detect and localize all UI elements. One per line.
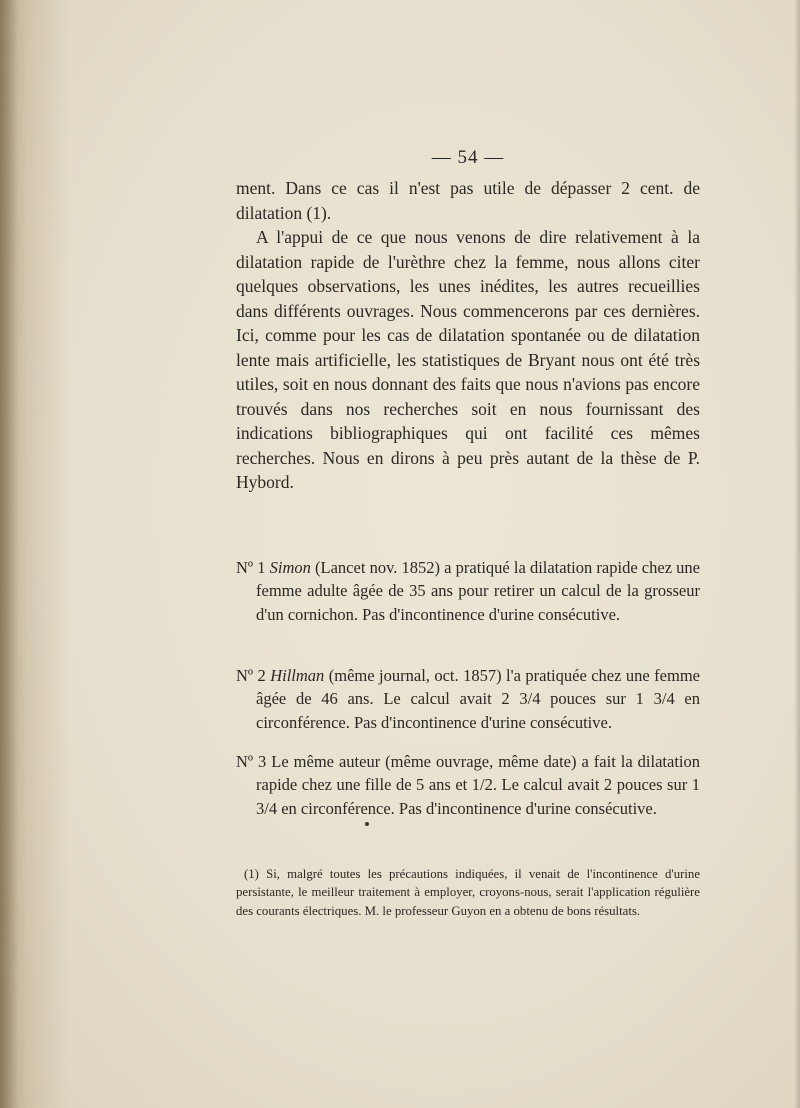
footnote: (1) Si, malgré toutes les précautions indiquées, il venait de l'incontinence d'urine persistante, le meilleur traitement à employer, croyons-nous, serait l'application régulière des courants électriques. M. le professeur Guyon en a obtenu de bons résultats. — [236, 866, 700, 918]
observation-text: (même journal, oct. 1857) l'a pratiquée chez une femme âgée de 46 ans. Le calcul avait 2 3/4 pouces sur 1 3/4 en circonférence. Pas d'incontinence d'urine consécutive. — [256, 665, 700, 732]
page-number: — 54 — — [431, 147, 505, 168]
main-text — [236, 176, 700, 495]
observation-number: Nº 3 — [236, 751, 267, 771]
observation-text: Le même auteur (même ouvrage, même date) a fait la dilatation rapide chez une fille de 5 ans et 1/2. Le calcul avait 2 pouces sur 1 3/4 en circonférence. Pas d'incontinence d'urine consécutive. — [256, 751, 700, 818]
paragraph-continued: ment. Dans ce cas il n'est pas utile de dépasser 2 cent. de dilatation (1). — [236, 178, 700, 223]
observation-author: Simon — [269, 557, 311, 577]
paragraph-observations-intro: A l'appui de ce que nous venons de dire relativement à la dilatation rapide de l'urèthre chez la femme, nous allons citer quelques observations, les unes inédites, les autres recueillies dans différents ouvrages. Nous commencerons par ces dernières. Ici, comme pour les cas de dilatation spontanée ou de dilatation lente mais artificielle, les statistiques de Bryant nous ont été très utiles, soit en nous donnant des faits que nous n'avions pas encore trouvés dans nos recherches soit en nous fournissant des indications bibliographiques qui ont facilité ces mêmes recherches. Nous en dirons à peu près autant de la thèse de P. Hybord. — [236, 227, 700, 492]
observation-2 — [236, 664, 700, 735]
ink-speck — [365, 822, 369, 826]
observation-3 — [236, 750, 700, 821]
observation-1 — [236, 556, 700, 627]
observation-number: Nº 2 — [236, 665, 266, 685]
observation-text: (Lancet nov. 1852) a pratiqué la dilatation rapide chez une femme adulte âgée de 35 ans pour retirer un calcul de la grosseur d'un cornichon. Pas d'incontinence d'urine consécutive. — [256, 557, 701, 624]
observation-author: Hillman — [270, 665, 325, 685]
observation-number: Nº 1 — [236, 557, 266, 577]
